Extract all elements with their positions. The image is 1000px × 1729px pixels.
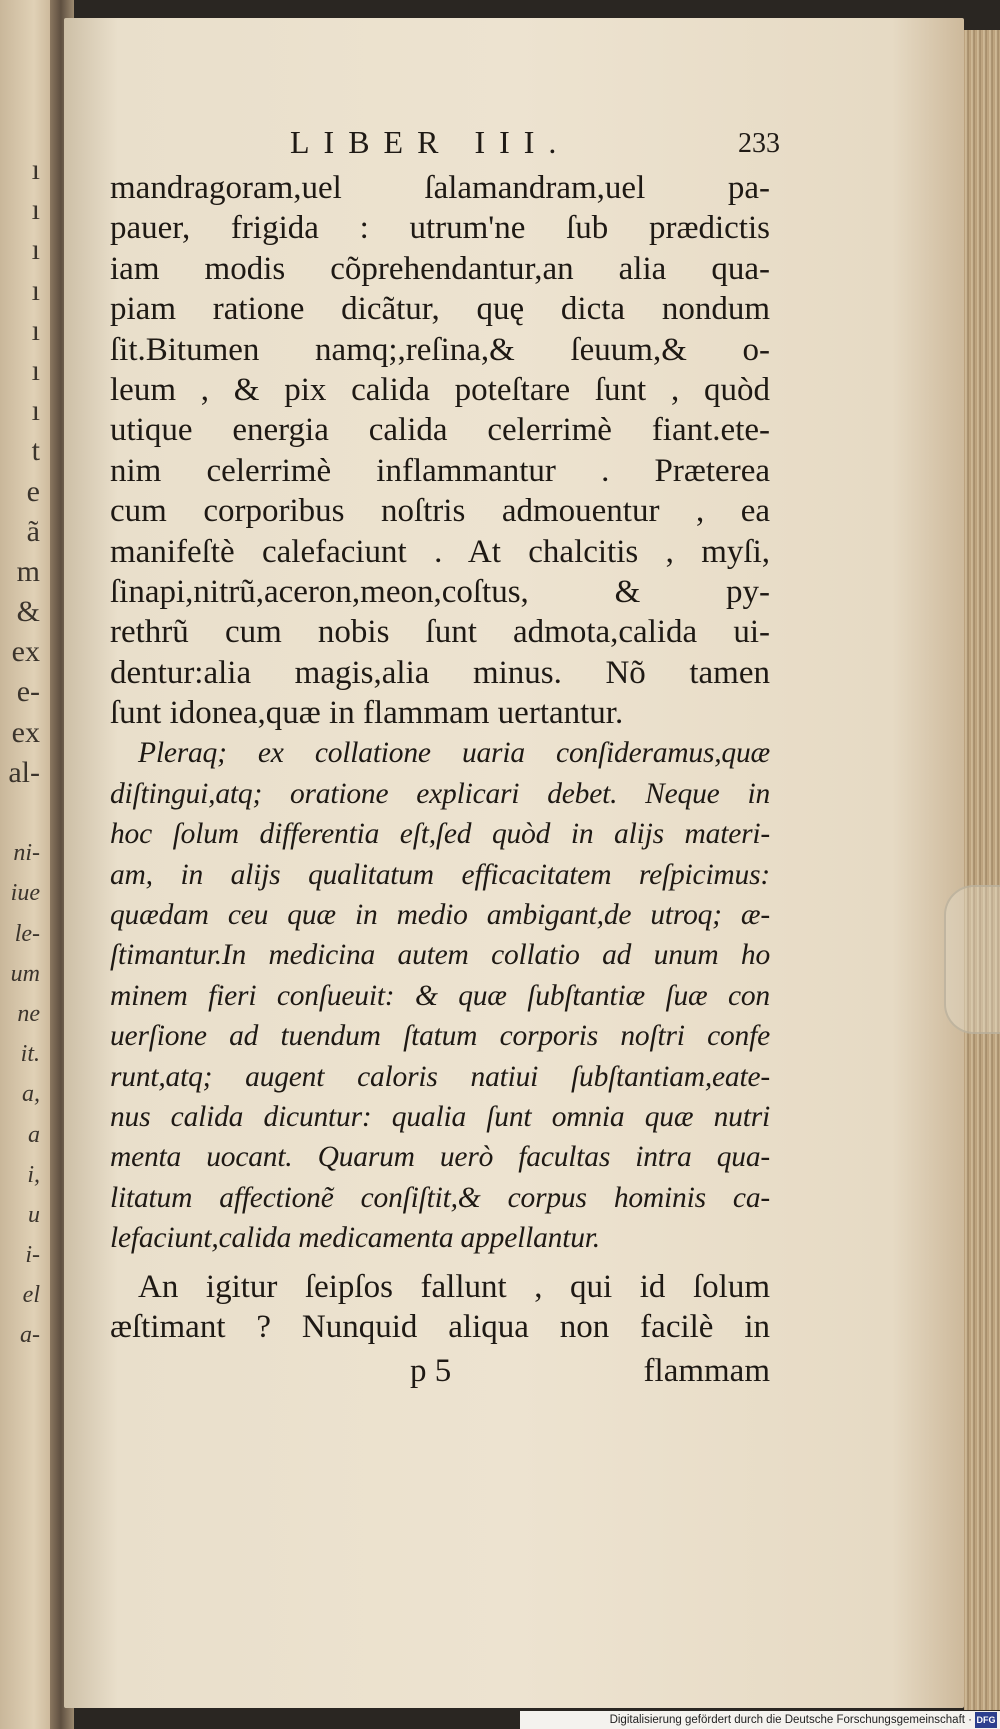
margin-fragment: a, — [22, 1081, 40, 1108]
text-line: An igitur ſeipſos fallunt , qui id ſolum — [138, 1268, 770, 1305]
running-head — [110, 124, 780, 168]
text-line: litatum affectionẽ conſiſtit,& corpus hominis ca- — [110, 1181, 770, 1214]
margin-fragment: ex — [11, 715, 40, 749]
text-line: pauer, frigida : utrum'ne ſub prædictis — [110, 210, 770, 247]
margin-fragment: a — [28, 1121, 40, 1148]
running-title: LIBER III. — [290, 124, 571, 160]
margin-fragment: ı — [31, 153, 40, 186]
margin-fragment: m — [16, 554, 40, 588]
text-line: ſit.Bitumen namq;,reſina,& ſeuum,& o- — [110, 331, 770, 368]
paragraph-roman — [110, 168, 770, 733]
margin-fragment: it. — [20, 1041, 40, 1068]
margin-fragment: u — [28, 1201, 40, 1228]
text-line: utique energia calida celerrimè fiant.ete- — [110, 412, 770, 449]
text-line: diſtingui,atq; oratione explicari debet. Neque in — [110, 777, 770, 810]
text-line: nus calida dicuntur: qualia ſunt omnia quæ nutri — [110, 1100, 770, 1133]
page-number: 233 — [738, 128, 780, 159]
catchword: flammam — [643, 1353, 770, 1390]
text-line: menta uocant. Quarum uerò facultas intra qua- — [110, 1141, 770, 1174]
margin-fragment: i, — [27, 1161, 40, 1188]
page-clip — [944, 885, 1000, 1034]
text-line: cum corporibus noſtris admouentur , ea — [110, 493, 770, 530]
margin-fragment: ı — [31, 394, 40, 428]
text-line: hoc ſolum differentia eſt,ſed quòd in alijs materi- — [110, 818, 770, 851]
margin-fragment: & — [16, 595, 40, 629]
margin-fragment: ı — [31, 313, 40, 347]
margin-fragment: a- — [20, 1322, 40, 1349]
text-line: mandragoram,uel ſalamandram,uel pa- — [110, 170, 770, 206]
margin-fragment: e — [26, 474, 40, 508]
text-line: uerſione ad tuendum ſtatum corporis noſtri confe — [110, 1020, 770, 1053]
margin-fragment: ı — [31, 353, 40, 387]
text-line: ſinapi,nitrũ,aceron,meon,coſtus, & py- — [110, 573, 770, 610]
margin-fragment: t — [31, 434, 40, 468]
text-line: leum , & pix calida poteſtare ſunt , quòd — [110, 371, 770, 408]
margin-fragment: um — [10, 960, 40, 987]
dfg-logo: DFG — [975, 1712, 997, 1728]
text-line: am, in alijs qualitatum efficacitatem reſpicimus: — [110, 858, 770, 891]
margin-fragment: le- — [14, 920, 40, 947]
paragraph-italic — [110, 733, 770, 1258]
margin-fragment: e- — [16, 675, 40, 709]
signature-mark: p 5 — [410, 1353, 452, 1390]
margin-fragment: ı — [31, 193, 40, 227]
text-line: dentur:alia magis,alia minus. Nõ tamen — [110, 654, 770, 691]
text-line: nim celerrimè inflammantur . Præterea — [110, 452, 770, 489]
margin-fragment: i- — [25, 1242, 40, 1269]
paragraph-final — [110, 1267, 770, 1348]
margin-fragment: ni- — [13, 840, 40, 867]
text-line: minem fieri conſueuit: & quæ ſubſtantiæ ſuæ con — [110, 979, 770, 1012]
margin-fragment: el — [22, 1282, 40, 1309]
margin-fragment: al- — [8, 755, 40, 789]
book-fore-edge — [964, 30, 1000, 1710]
text-line: runt,atq; augent caloris natiui ſubſtantiam,eate- — [110, 1060, 770, 1093]
signature-line — [110, 1353, 770, 1399]
text-line: lefaciunt,calida medicamenta appellantur. — [110, 1222, 600, 1255]
digitization-credit: Digitalisierung gefördert durch die Deutsche Forschungsgemeinschaft · — [520, 1711, 1000, 1729]
text-block — [110, 124, 780, 1399]
left-page-margin-fragments — [0, 150, 40, 1356]
margin-fragment: ı — [31, 233, 40, 267]
text-line: iam modis cõprehendantur,an alia qua- — [110, 250, 770, 287]
margin-fragment — [0, 793, 40, 833]
margin-fragment: ı — [31, 273, 40, 307]
text-line: ſtimantur.In medicina autem collatio ad unum ho — [110, 939, 770, 972]
text-line: ſunt idonea,quæ in flammam uertantur. — [110, 695, 624, 732]
text-line: Pleraq; ex collatione uaria conſideramus,quæ — [138, 737, 770, 770]
right-page — [64, 18, 964, 1708]
margin-fragment: iue — [10, 880, 40, 907]
text-line: piam ratione dicãtur, quę dicta nondum — [110, 291, 770, 328]
margin-fragment: ã — [26, 514, 40, 548]
text-line: rethrũ cum nobis ſunt admota,calida ui- — [110, 614, 770, 651]
margin-fragment: ex — [11, 635, 40, 669]
margin-fragment: ne — [17, 1000, 40, 1027]
text-line: quædam ceu quæ in medio ambigant,de utroq; æ- — [110, 899, 770, 932]
text-line: manifeſtè calefaciunt . At chalcitis , myſi, — [110, 533, 770, 570]
text-line: æſtimant ? Nunquid aliqua non facilè in — [110, 1308, 770, 1345]
